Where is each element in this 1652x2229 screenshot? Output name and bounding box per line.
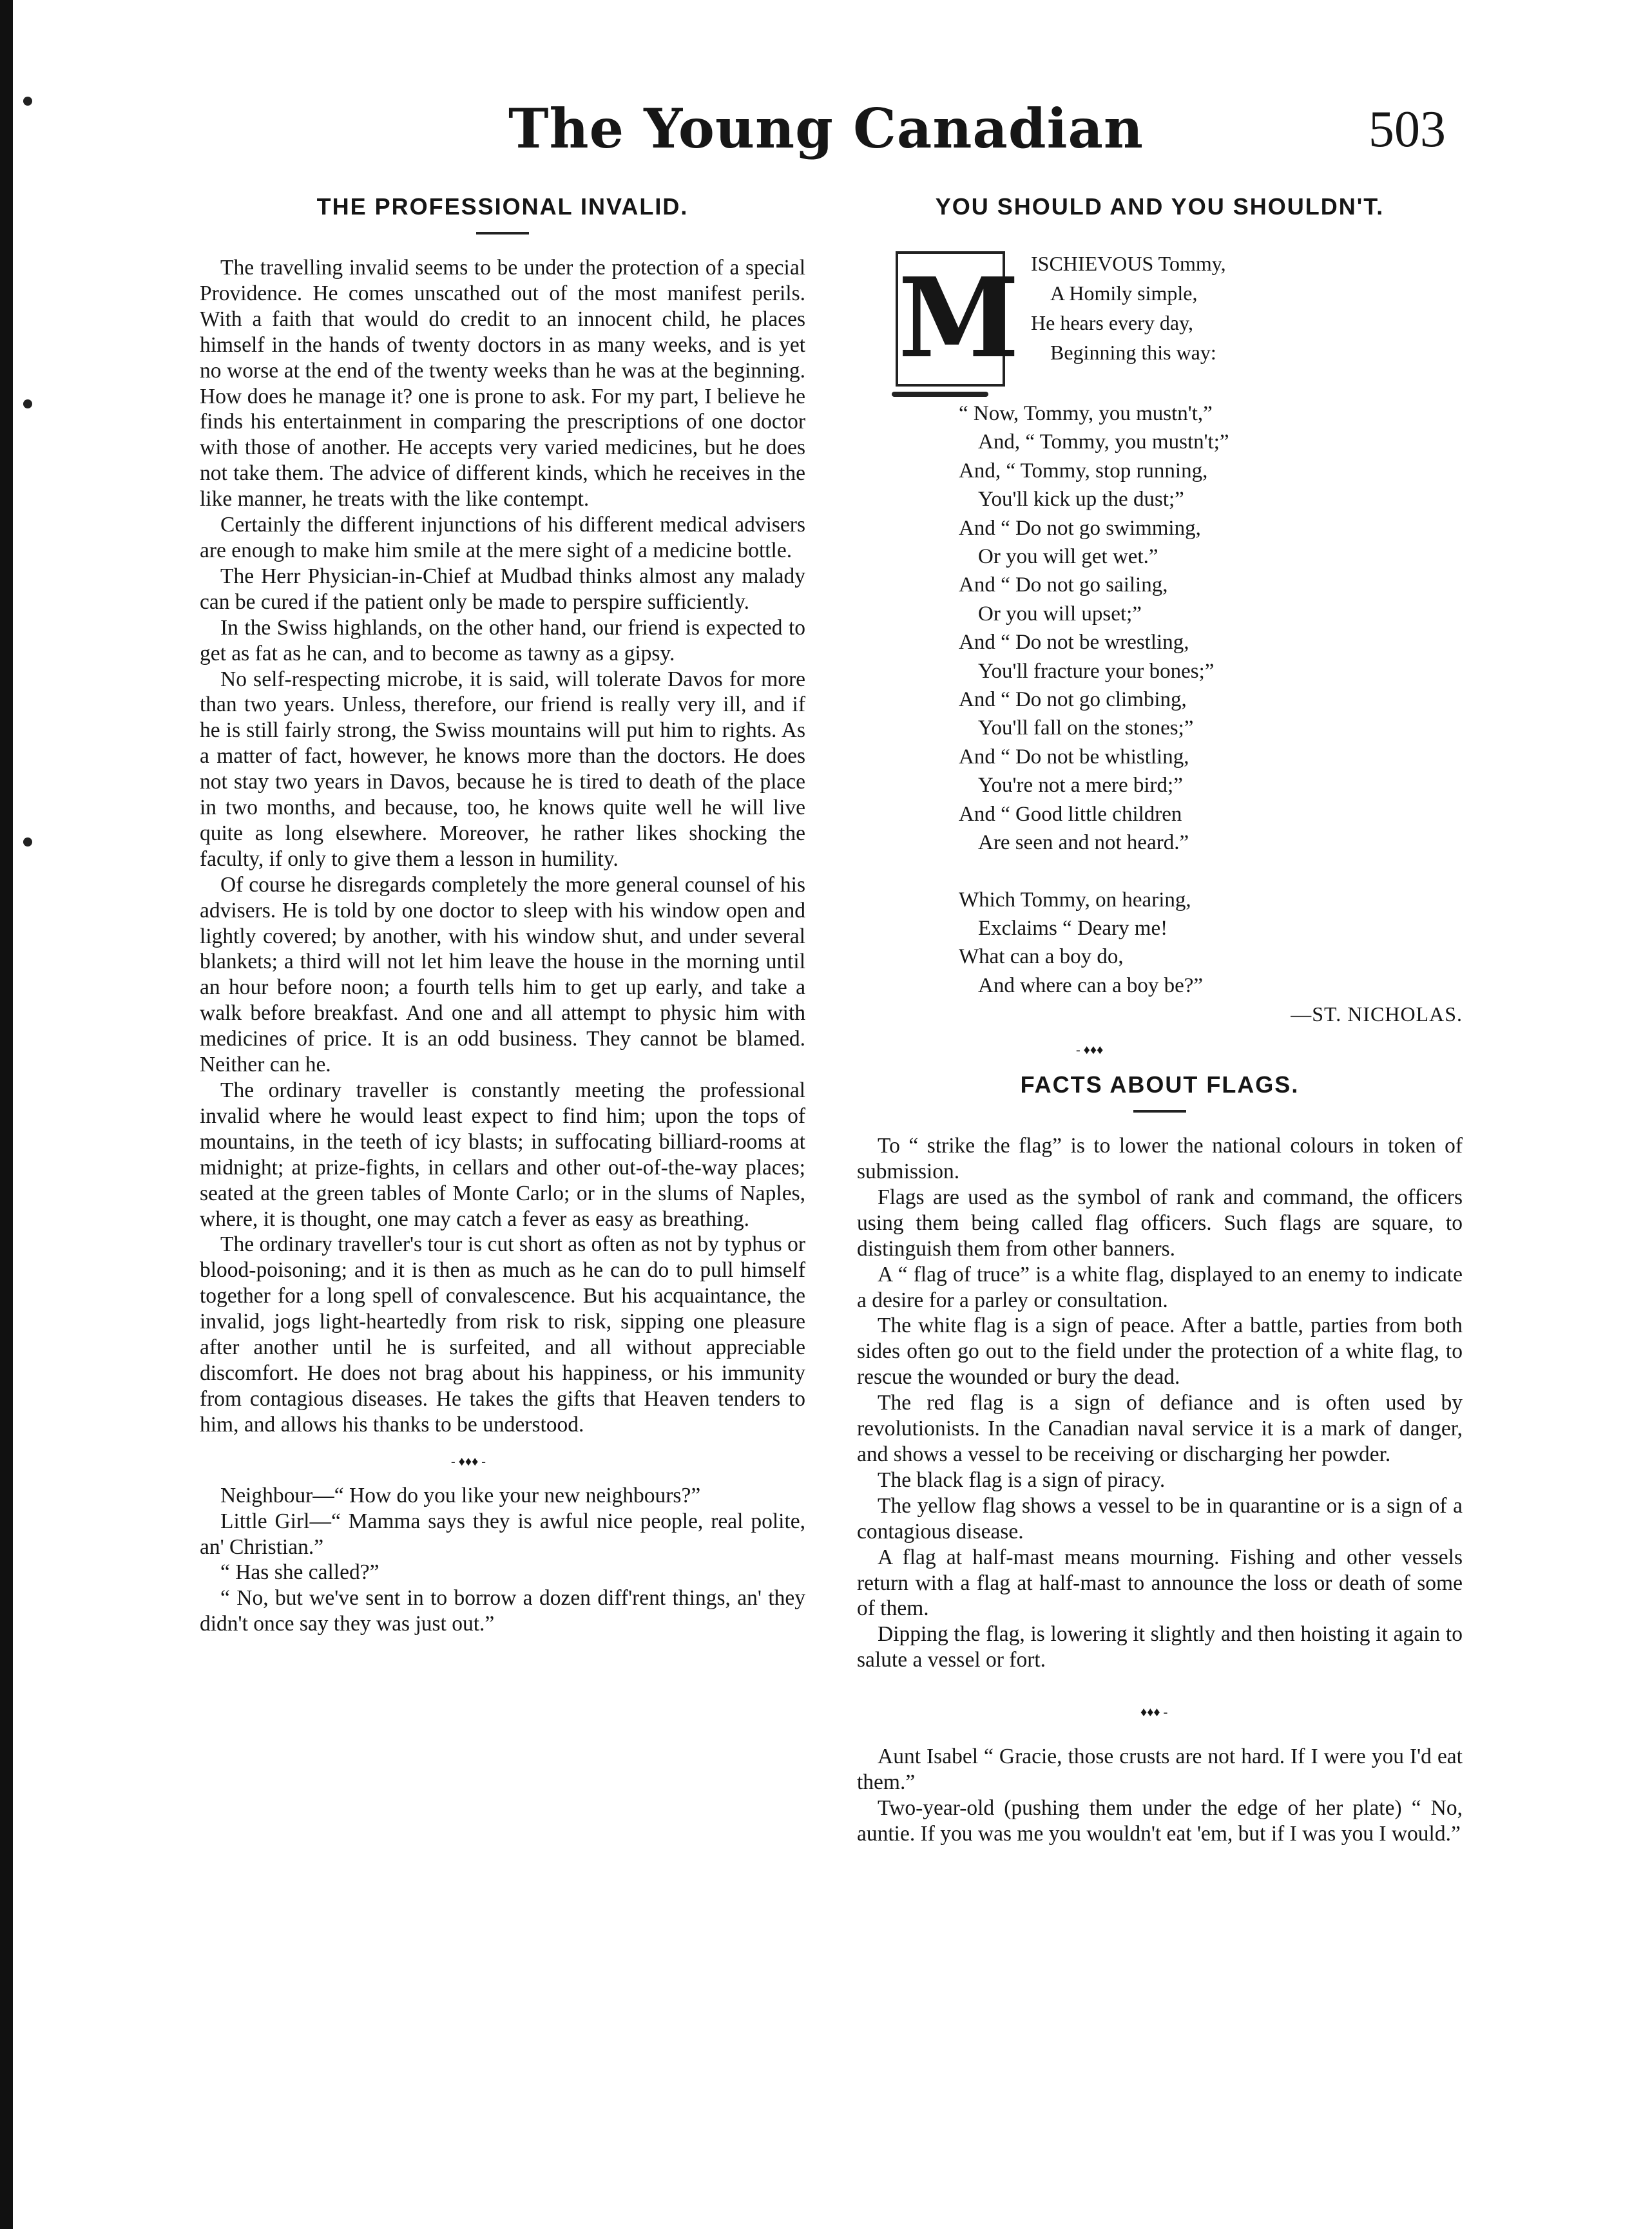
paragraph: To “ strike the flag” is to lower the national colours in token of submission. — [857, 1134, 1463, 1184]
poem-line: Which Tommy, on hearing, — [959, 888, 1191, 912]
poem-line: ISCHIEVOUS Tommy, — [1031, 252, 1226, 275]
dialogue-line: Two-year-old (pushing them under the edge of her plate) “ No, auntie. If you was me you wouldn't eat 'em, but if I was you I would.” — [857, 1795, 1463, 1846]
poem-line: A Homily simple, — [1050, 282, 1198, 305]
poem-line: You're not a mere bird;” — [978, 774, 1183, 798]
dialogue-line: Neighbour—“ How do you like your new neighbours?” — [220, 1483, 701, 1507]
poem-line: And “ Do not go sailing, — [959, 573, 1168, 597]
left-column — [200, 193, 805, 1637]
poem-line: And “ Do not be wrestling, — [959, 631, 1189, 655]
dialogue-joke — [200, 1483, 805, 1637]
paragraph: The red flag is a sign of defiance and is often used by revolutionists. In the Canadian naval service it is a mark of danger, and shows a vessel to be receiving or discharging her powder. — [857, 1391, 1463, 1466]
poem-line: And “ Good little children — [959, 802, 1182, 826]
poem-line: Or you will upset;” — [978, 602, 1142, 626]
masthead — [0, 97, 1652, 174]
flags-body — [857, 1133, 1463, 1673]
paragraph: Dipping the flag, is lowering it slightly and then hoisting it again to salute a vessel or fort. — [857, 1622, 1463, 1672]
title-rule — [1133, 1110, 1186, 1113]
paragraph: The travelling invalid seems to be under the protection of a special Providence. He comes unscathed out of the most manifest perils. With a faith that would do credit to an innocent child, he places himself in the hands of twenty doctors in as many weeks, and is yet no worse at the end of the twenty weeks than he was at the beginning. How does he manage it? one is prone to ask. For my part, I believe he finds his entertainment in comparing the prescriptions of one doctor with those of another. He accepts very varied medicines, but he does not take them. The advice of different kinds, which he receives in the like manner, he treats with the like contempt. — [200, 256, 805, 512]
flourish-icon — [892, 392, 988, 397]
paragraph: A flag at half-mast means mourning. Fishing and other vessels return with a flag at half-mast to announce the loss or death of some of them. — [857, 1545, 1463, 1621]
dialogue-line: “ Has she called?” — [220, 1560, 379, 1585]
poem-line: And, “ Tommy, stop running, — [959, 459, 1208, 483]
drop-cap-ornament — [896, 251, 1020, 387]
article-title: THE PROFESSIONAL INVALID. — [316, 193, 689, 220]
paragraph: The Herr Physician-in-Chief at Mudbad thinks almost any malady can be cured if the patient only be made to perspire sufficiently. — [200, 564, 805, 614]
poem-line: Or you will get wet.” — [978, 545, 1158, 569]
poem-line: You'll fall on the stones;” — [978, 716, 1194, 740]
poem-line: And “ Do not be whistling, — [959, 745, 1189, 769]
paragraph: The ordinary traveller's tour is cut short as often as not by typhus or blood-poisoning; and it is then as much as he can do to pull himself together for a long spell of convalescence. But his acquaintance, the invalid, jogs light-heartedly from risk to risk, sipping one pleasure after another until he is surfeited, and all without appreciable discomfort. He does not brag about his happiness, or his immunity from contagious diseases. He takes the gifts that Heaven tenders to him, and allows his thanks to be understood. — [200, 1232, 805, 1437]
dialogue-line: Aunt Isabel “ Gracie, those crusts are not hard. If I were you I'd eat them.” — [857, 1745, 1463, 1795]
drop-cap-letter: M — [898, 254, 1020, 383]
paragraph: Of course he disregards completely the more general counsel of his advisers. He is told by one doctor to sleep with his window open and lightly covered; by another, with his window shut, and under several blankets; a third will not let him leave the house in the morning until an hour before noon; a fourth tells him to get up early, and take a walk before breakfast. And one and all attempt to physic him with medicines of price. It is an odd business. They cannot be blamed. Neither can he. — [200, 872, 805, 1077]
poem-line: And “ Do not go climbing, — [959, 688, 1187, 712]
scan-edge-bar — [0, 0, 13, 2229]
dialogue-line: Little Girl—“ Mamma says they is awful nice people, real polite, an' Christian.” — [200, 1509, 805, 1559]
right-column — [857, 193, 1463, 1847]
dialogue-joke — [857, 1744, 1463, 1847]
poem-attribution: —ST. NICHOLAS. — [1291, 1002, 1463, 1026]
paragraph: In the Swiss highlands, on the other hand, our friend is expected to get as fat as he can, and to become as tawny as a gipsy. — [200, 615, 805, 665]
paragraph: Flags are used as the symbol of rank and command, the officers using them being called flag officers. Such flags are square, to distinguish them from other banners. — [857, 1185, 1463, 1261]
poem-line: What can a boy do, — [959, 945, 1124, 969]
paragraph: The white flag is a sign of peace. After a battle, parties from both sides often go out to the field under the protection of a white flag, to rescue the wounded or bury the dead. — [857, 1314, 1463, 1390]
paragraph: No self-respecting microbe, it is said, will tolerate Davos for more than two years. Unless, therefore, our friend is really very ill, and if he is still fairly strong, the Swiss mountains will put him to rights. As a matter of fact, however, he knows more than the doctors. He does not stay two years in Davos, because he is tired to death of the place in two months, and because, too, he knows quite well he will live quite as long elsewhere. Moreover, he rather likes shocking the faculty, if only to give them a lesson in humility. — [200, 667, 805, 871]
article-body — [200, 255, 805, 1438]
dialogue-line: “ No, but we've sent in to borrow a dozen diff'rent things, an' they didn't once say they was just out.” — [200, 1586, 805, 1636]
poem-line: “ Now, Tommy, you mustn't,” — [959, 402, 1213, 425]
page-number: 503 — [1369, 101, 1446, 158]
paragraph: A “ flag of truce” is a white flag, displayed to an enemy to indicate a desire for a parley or consultation. — [857, 1262, 1463, 1312]
paragraph: The black flag is a sign of piracy. — [878, 1468, 1166, 1492]
paragraph: Certainly the different injunctions of his different medical advisers are enough to make him smile at the mere sight of a medicine bottle. — [200, 513, 805, 562]
poem-opening — [857, 251, 1463, 399]
scan-mark — [23, 399, 32, 408]
poem-line: You'll fracture your bones;” — [978, 659, 1215, 683]
title-rule — [476, 232, 529, 234]
poem-line: He hears every day, — [1031, 311, 1194, 334]
poem-body — [857, 399, 1463, 1000]
paragraph: The yellow flag shows a vessel to be in quarantine or is a sign of a contagious disease. — [857, 1493, 1463, 1544]
poem-line: Beginning this way: — [1050, 341, 1216, 364]
poem-line: You'll kick up the dust;” — [978, 488, 1184, 512]
section-separator: ♦♦♦ - — [1140, 1705, 1168, 1720]
poem-line: Exclaims “ Deary me! — [978, 916, 1168, 940]
poem-line: And where can a boy be?” — [978, 973, 1204, 997]
flags-title: FACTS ABOUT FLAGS. — [1020, 1071, 1300, 1098]
scan-mark — [23, 837, 32, 847]
poem-line: And, “ Tommy, you mustn't;” — [978, 430, 1229, 454]
poem-title: YOU SHOULD AND YOU SHOULDN'T. — [935, 193, 1385, 220]
masthead-title: The Young Canadian — [508, 97, 1144, 160]
section-separator: - ♦♦♦ - — [451, 1454, 486, 1469]
poem-line: And “ Do not go swimming, — [959, 516, 1201, 540]
poem-line: Are seen and not heard.” — [978, 831, 1189, 855]
section-separator: - ♦♦♦ — [1076, 1043, 1104, 1058]
paragraph: The ordinary traveller is constantly meeting the professional invalid where he would least expect to find him; upon the tops of mountains, in the teeth of icy blasts; in suffocating billiard-rooms at midnight; at prize-fights, in cellars and other out-of-the-way places; seated at the green tables of Monte Carlo; or in the slums of Naples, where, it is thought, one may catch a fever as easy as breathing. — [200, 1078, 805, 1231]
